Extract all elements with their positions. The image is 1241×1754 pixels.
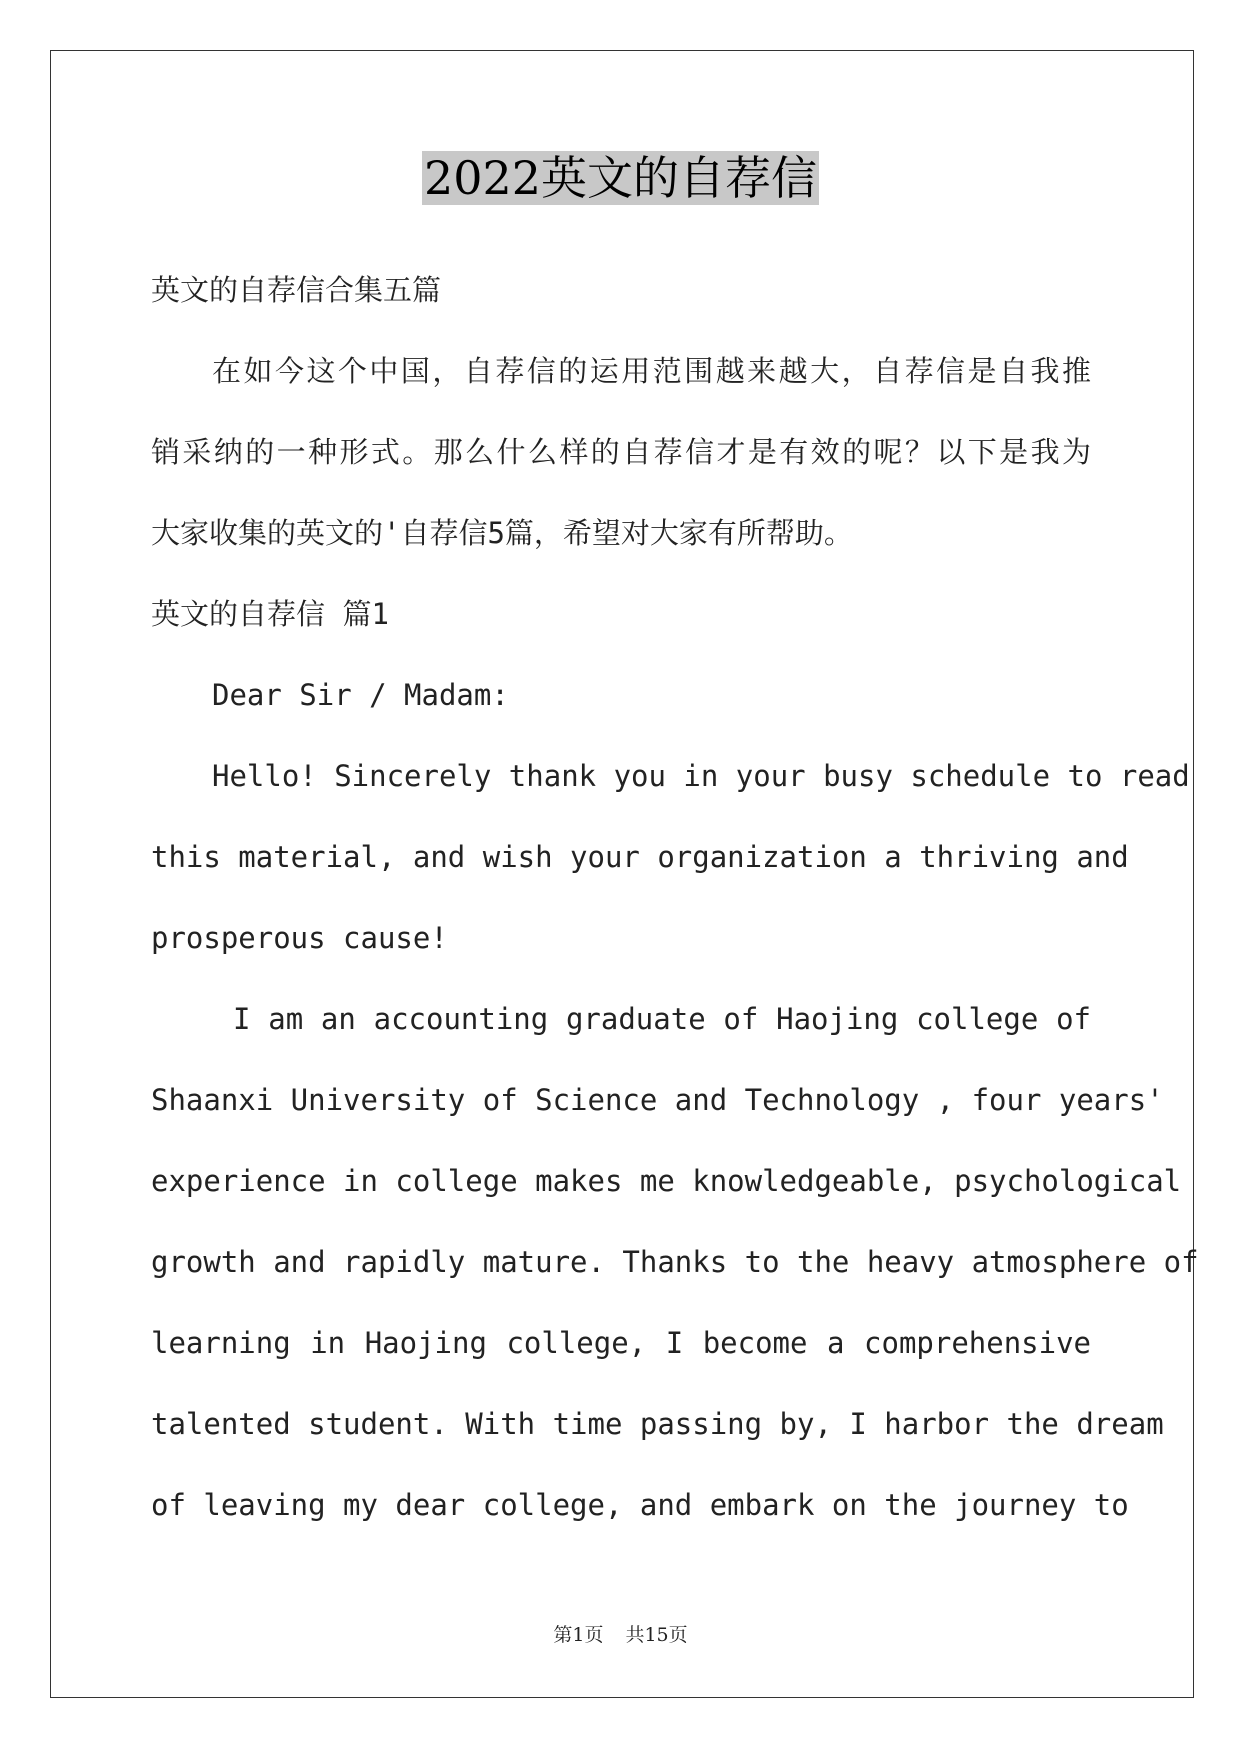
body-line-heading: 英文的自荐信合集五篇 (151, 273, 442, 307)
body-line-para2-1: I am an accounting graduate of Haojing college of (233, 1002, 1091, 1036)
page-number-current: 第1页 (553, 1624, 604, 1646)
document-title-text: 2022英文的自荐信 (423, 151, 818, 205)
body-line-para1-3: prosperous cause! (151, 921, 448, 955)
body-line-para2-2: Shaanxi University of Science and Technology , four years' (151, 1083, 1164, 1117)
body-line-para2-4: growth and rapidly mature. Thanks to the heavy atmosphere of (151, 1245, 1199, 1279)
body-line-para1-2: this material, and wish your organization a thriving and (151, 840, 1129, 874)
body-line-para2-3: experience in college makes me knowledgeable, psychological (151, 1164, 1182, 1198)
document-title (0, 148, 1241, 208)
document-body (151, 255, 1199, 1551)
body-line-intro-1: 在如今这个中国，自荐信的运用范围越来越大，自荐信是自我推 (212, 354, 1091, 388)
body-line-salutation: Dear Sir / Madam: (212, 678, 509, 712)
body-line-section-heading: 英文的自荐信 篇1 (151, 597, 389, 631)
body-line-intro-3: 大家收集的英文的'自荐信5篇，希望对大家有所帮助。 (151, 516, 853, 550)
page-footer (0, 1620, 1241, 1647)
body-line-para2-5: learning in Haojing college, I become a comprehensive (151, 1326, 1091, 1360)
body-line-intro-2: 销采纳的一种形式。那么什么样的自荐信才是有效的呢？以下是我为 (151, 435, 1091, 469)
body-line-para2-6: talented student. With time passing by, I harbor the dream (151, 1407, 1164, 1441)
page-number-total: 共15页 (625, 1624, 688, 1646)
body-line-para1-1: Hello! Sincerely thank you in your busy schedule to read (212, 759, 1190, 793)
body-line-para2-7: of leaving my dear college, and embark on the journey to (151, 1488, 1129, 1522)
